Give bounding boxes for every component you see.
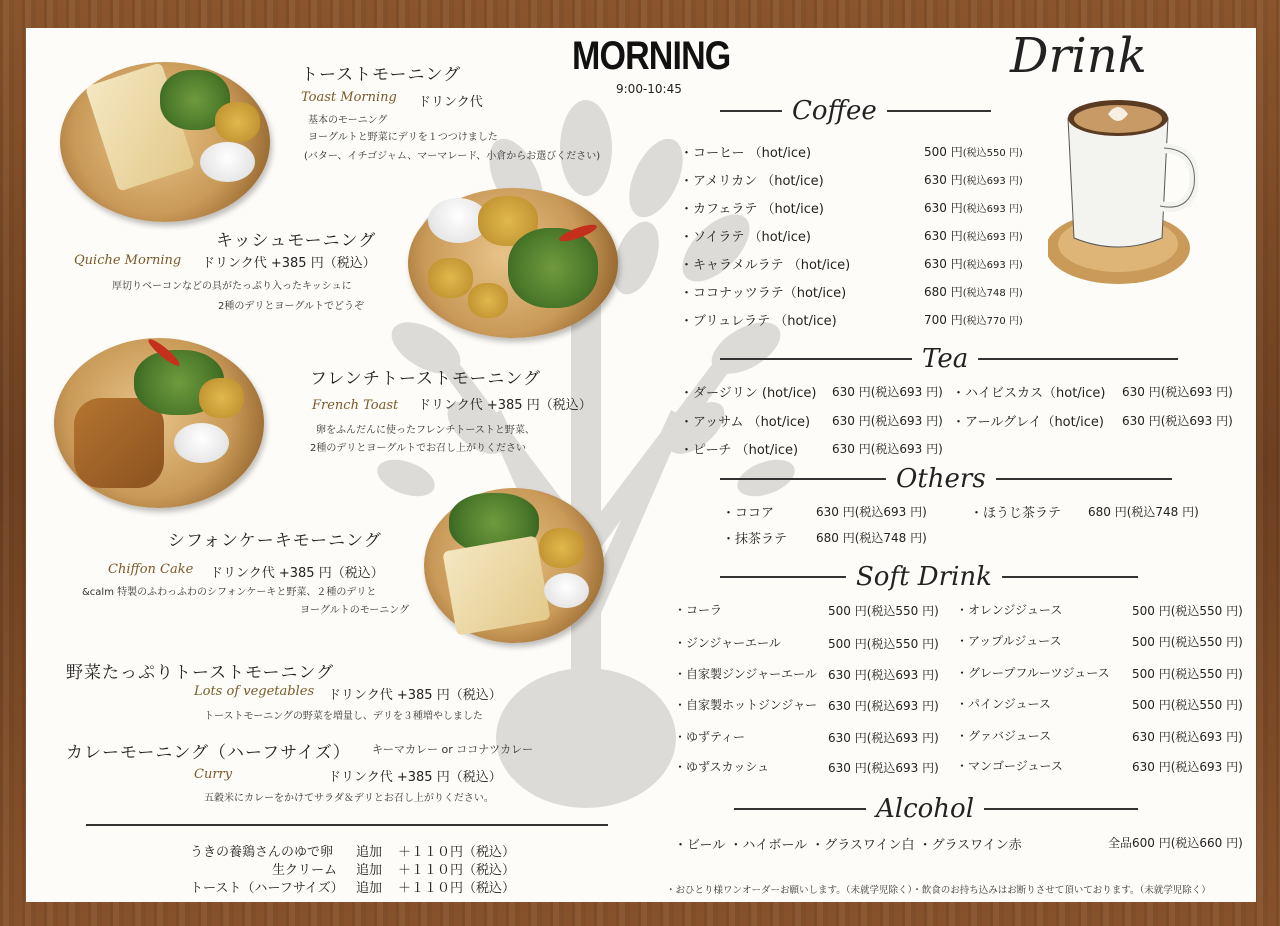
addon-divider	[86, 824, 608, 826]
tea-item-price: 630 円(税込693 円)	[832, 442, 943, 456]
tea-item-price: 630 円(税込693 円)	[832, 414, 943, 428]
tea-item-name: ・アッサム （hot/ice)	[680, 415, 811, 430]
addon-price-egg: ＋１１０円（税込）	[398, 845, 516, 860]
hours-label: 9:00-10:45	[616, 82, 682, 96]
coffee-item-name: ・ブリュレラテ （hot/ice)	[680, 314, 837, 329]
coffee-item-price: 680 円(税込748 円)	[924, 285, 1023, 299]
tea-item-price: 630 円(税込693 円)	[1122, 414, 1233, 428]
drink-title: Drink	[1010, 28, 1147, 84]
quiche-plate-image	[408, 188, 618, 338]
coffee-item-price: 500 円(税込550 円)	[924, 145, 1023, 159]
dish-price-curry: ドリンク代 +385 円（税込）	[328, 770, 502, 785]
soft-item-name: ・コーラ	[674, 603, 723, 617]
soft-drink-header	[720, 562, 1138, 592]
coffee-label: Coffee	[792, 96, 877, 126]
soft-item-name: ・自家製ジンジャーエール	[674, 667, 817, 681]
dish-en-vegetables: Lots of vegetables	[194, 684, 315, 699]
others-label: Others	[896, 464, 986, 494]
alcohol-price: 全品600 円(税込660 円)	[1108, 836, 1243, 850]
addon-name-toast: トースト（ハーフサイズ）	[190, 881, 344, 896]
dish-name-french-toast: フレンチトーストモーニング	[310, 369, 542, 389]
soft-item-name: ・マンゴージュース	[956, 759, 1063, 773]
dish-price-toast: ドリンク代	[418, 95, 483, 110]
addon-name-cream: 生クリーム	[272, 863, 338, 878]
coffee-item-name: ・ソイラテ （hot/ice)	[680, 230, 811, 245]
dish-name-toast: トーストモーニング	[301, 65, 462, 85]
dish-desc-toast-2: ヨーグルトと野菜にデリを１つつけました	[308, 132, 498, 143]
dish-desc-vegetables: トーストモーニングの野菜を増量し、デリを３種増やしました	[204, 711, 483, 722]
tea-header	[720, 344, 1178, 374]
dish-price-quiche: ドリンク代 +385 円（税込）	[202, 256, 376, 271]
tea-item-name: ・ピーチ （hot/ice)	[680, 443, 799, 458]
soft-item-name: ・グレープフルーツジュース	[956, 666, 1110, 680]
coffee-item-price: 630 円(税込693 円)	[924, 229, 1023, 243]
tea-item-name: ・アールグレイ（hot/ice)	[952, 415, 1104, 430]
toast-plate-image	[60, 62, 270, 222]
others-item-name: ・ほうじ茶ラテ	[970, 506, 1062, 521]
soft-drink-label: Soft Drink	[856, 562, 992, 592]
dish-en-quiche: Quiche Morning	[74, 253, 182, 268]
soft-item-price: 630 円(税込693 円)	[828, 761, 939, 775]
footnote: ・おひとり様ワンオーダーお願いします。（未就学児除く）・飲食のお持ち込みはお断りさせて頂いております。（未就学児除く）	[666, 885, 1211, 896]
soft-item-name: ・ゆずスカッシュ	[674, 760, 770, 774]
soft-item-name: ・自家製ホットジンジャー	[674, 698, 818, 712]
soft-item-price: 630 円(税込693 円)	[828, 731, 939, 745]
others-header	[720, 464, 1172, 494]
coffee-item-price: 700 円(税込770 円)	[924, 313, 1023, 327]
coffee-item-name: ・カフェラテ （hot/ice)	[680, 202, 824, 217]
soft-item-price: 500 円(税込550 円)	[828, 604, 939, 618]
soft-item-name: ・パインジュース	[956, 697, 1051, 711]
tea-item-price: 630 円(税込693 円)	[1122, 385, 1233, 399]
dish-price-vegetables: ドリンク代 +385 円（税込）	[328, 688, 502, 703]
soft-item-price: 500 円(税込550 円)	[1132, 604, 1243, 618]
addon-price-cream: ＋１１０円（税込）	[398, 863, 516, 878]
coffee-item-price: 630 円(税込693 円)	[924, 173, 1023, 187]
soft-item-price: 500 円(税込550 円)	[1132, 667, 1243, 681]
alcohol-header	[734, 794, 1138, 824]
tea-item-price: 630 円(税込693 円)	[832, 385, 943, 399]
others-item-name: ・ココア	[722, 506, 775, 521]
alcohol-label: Alcohol	[876, 794, 975, 824]
dish-en-curry: Curry	[194, 767, 233, 782]
dish-desc-chiffon-1: &calm 特製のふわっふわのシフォンケーキと野菜、２種のデリと	[82, 587, 377, 598]
dish-desc-french-toast-1: 卵をふんだんに使ったフレンチトーストと野菜、	[316, 425, 535, 436]
soft-item-name: ・ジンジャーエール	[674, 636, 781, 650]
page-title: MORNING	[572, 34, 731, 78]
coffee-item-price: 630 円(税込693 円)	[924, 201, 1023, 215]
addon-price-toast: ＋１１０円（税込）	[398, 881, 516, 896]
coffee-item-price: 630 円(税込693 円)	[924, 257, 1023, 271]
soft-item-name: ・ゆずティー	[674, 730, 746, 744]
dish-desc-toast-1: 基本のモーニング	[308, 115, 388, 126]
dish-en-chiffon: Chiffon Cake	[108, 562, 194, 577]
others-item-price: 680 円(税込748 円)	[1088, 505, 1199, 519]
coffee-item-name: ・アメリカン （hot/ice)	[680, 174, 824, 189]
soft-item-price: 500 円(税込550 円)	[1132, 635, 1243, 649]
soft-item-name: ・グァバジュース	[956, 729, 1052, 743]
alcohol-items: ・ビール ・ハイボール ・グラスワイン白 ・グラスワイン赤	[674, 838, 1022, 853]
soft-item-price: 630 円(税込693 円)	[828, 668, 939, 682]
dish-desc-chiffon-2: ヨーグルトのモーニング	[300, 605, 410, 616]
others-item-price: 630 円(税込693 円)	[816, 505, 927, 519]
dish-name-curry: カレーモーニング（ハーフサイズ）	[66, 743, 351, 763]
dish-price-chiffon: ドリンク代 +385 円（税込）	[210, 566, 384, 581]
tea-item-name: ・ハイビスカス（hot/ice)	[952, 386, 1106, 401]
french-toast-plate-image	[54, 338, 264, 508]
addon-label-cream: 追加	[356, 863, 383, 878]
soft-item-price: 500 円(税込550 円)	[1132, 698, 1243, 712]
soft-item-price: 630 円(税込693 円)	[828, 699, 939, 713]
soft-item-name: ・オレンジジュース	[956, 603, 1063, 617]
dish-en-toast: Toast Morning	[301, 90, 397, 105]
others-item-name: ・抹茶ラテ	[722, 532, 788, 547]
dish-name-vegetables: 野菜たっぷりトーストモーニング	[66, 663, 335, 683]
dish-price-french-toast: ドリンク代 +385 円（税込）	[418, 398, 592, 413]
addon-name-egg: うきの養鶏さんのゆで卵	[190, 845, 334, 860]
dish-desc-quiche-2: 2種のデリとヨーグルトでどうぞ	[218, 301, 365, 312]
coffee-item-name: ・キャラメルラテ （hot/ice)	[680, 258, 851, 273]
latte-cup-image	[1048, 88, 1198, 288]
soft-item-price: 630 円(税込693 円)	[1132, 730, 1243, 744]
dish-desc-french-toast-2: 2種のデリとヨーグルトでお召し上がりください	[310, 443, 527, 454]
coffee-item-name: ・コーヒー （hot/ice)	[680, 146, 812, 161]
soft-item-price: 500 円(税込550 円)	[828, 637, 939, 651]
coffee-item-name: ・ココナッツラテ（hot/ice)	[680, 286, 847, 301]
coffee-header	[720, 96, 991, 126]
dish-name-quiche: キッシュモーニング	[216, 231, 377, 251]
others-item-price: 680 円(税込748 円)	[816, 531, 927, 545]
dish-desc-quiche-1: 厚切りベーコンなどの具がたっぷり入ったキッシュに	[112, 281, 352, 292]
tea-item-name: ・ダージリン (hot/ice)	[680, 386, 817, 401]
soft-item-price: 630 円(税込693 円)	[1132, 760, 1243, 774]
menu-sheet	[26, 28, 1256, 902]
addon-label-egg: 追加	[356, 845, 383, 860]
dish-desc-curry: 五穀米にカレーをかけてサラダ＆デリとお召し上がりください。	[204, 793, 494, 804]
dish-en-french-toast: French Toast	[312, 398, 399, 413]
soft-item-name: ・アップルジュース	[956, 634, 1062, 648]
chiffon-plate-image	[424, 488, 604, 643]
dish-desc-toast-3: (バター、イチゴジャム、マーマレード、小倉からお選びください)	[304, 151, 601, 162]
dish-name-chiffon: シフォンケーキモーニング	[168, 531, 382, 551]
tea-label: Tea	[922, 344, 969, 374]
dish-sub-curry: キーマカレー or ココナツカレー	[372, 743, 534, 756]
addon-label-toast: 追加	[356, 881, 383, 896]
